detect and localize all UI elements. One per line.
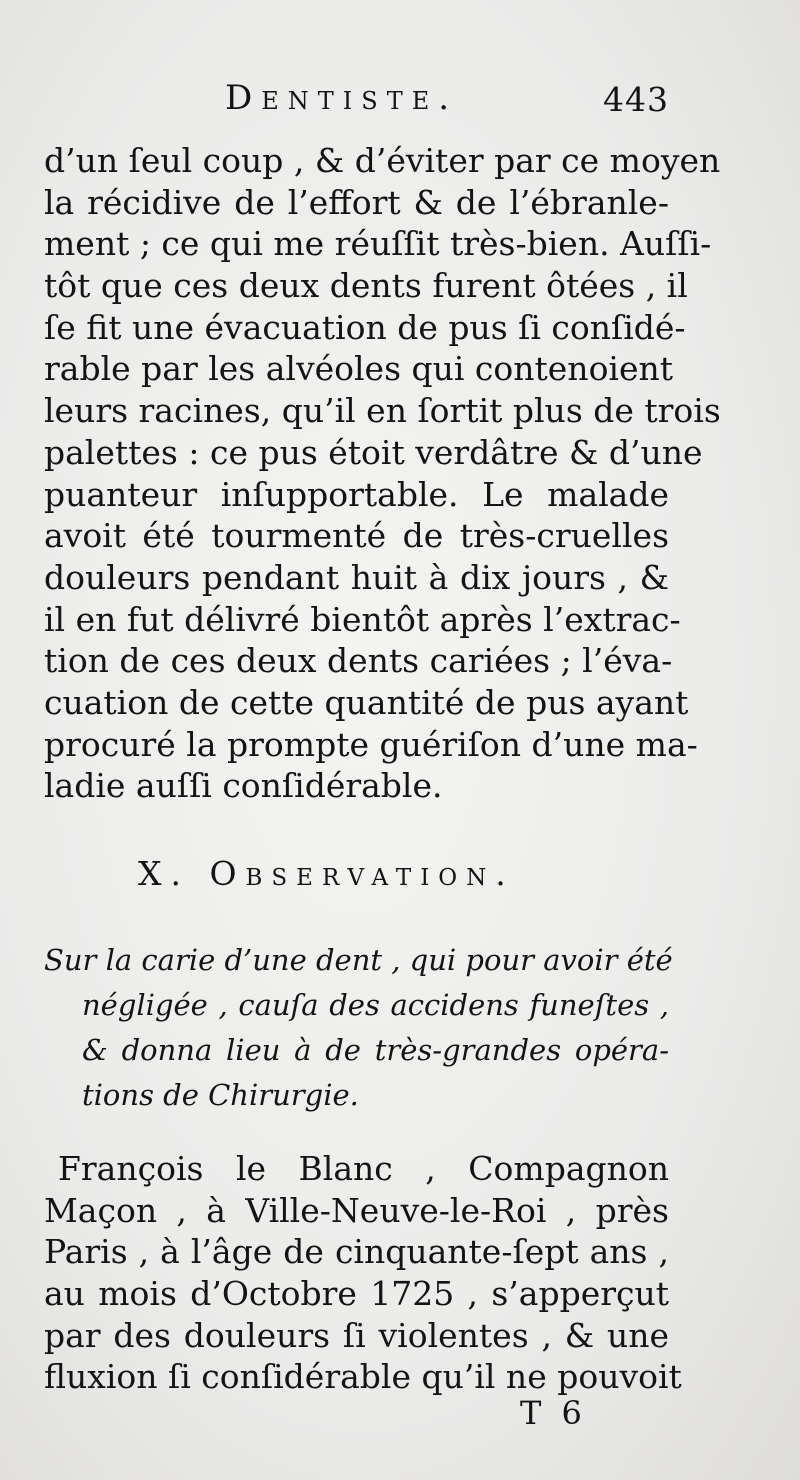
text-line: d’un ſeul coup , & d’éviter par ce moyen: [44, 141, 721, 180]
running-head: Dentiste.: [225, 78, 459, 118]
page-header: [0, 78, 800, 128]
text-line: rable par les alvéoles qui contenoient: [44, 349, 674, 389]
observation-heading: X. Observation.: [138, 854, 515, 893]
paragraph-1: [44, 140, 721, 807]
text-line: ſe fit une évacuation de pus ſi conſidé-: [44, 307, 686, 347]
text-line: tôt que ces deux dents furent ôtées , il: [44, 266, 688, 306]
paragraph-2: [44, 1148, 682, 1398]
summary-line: & donna lieu à de très-grandes opéra-: [82, 1033, 669, 1067]
text-line: avoit été tourmenté de très-cruelles: [44, 516, 669, 556]
text-line: au mois d’Octobre 1725 , s’apperçut: [44, 1274, 669, 1314]
text-line: leurs racines, qu’il en ſortit plus de trois: [44, 391, 721, 431]
summary-line: tions de Chirurgie.: [82, 1078, 359, 1112]
text-line: procuré la prompte guériſon d’une ma-: [44, 724, 698, 764]
text-line: douleurs pendant huit à dix jours , &: [44, 557, 669, 597]
text-line: par des douleurs ſi violentes , & une: [44, 1315, 669, 1355]
text-line: ment ; ce qui me réuſſit très-bien. Auſſi-: [44, 224, 712, 264]
observation-summary: [44, 938, 673, 1118]
text-line: puanteur inſupportable. Le malade: [44, 474, 669, 514]
text-line: Paris , à l’âge de cinquante-ſept ans ,: [44, 1232, 669, 1272]
text-line: François le Blanc , Compagnon: [58, 1149, 669, 1188]
text-line: ladie auſſi conſidérable.: [44, 766, 443, 806]
summary-line: négligée , cauſa des accidens funeſtes ,: [82, 988, 669, 1022]
signature-mark: T 6: [520, 1394, 587, 1432]
text-line: cuation de cette quantité de pus ayant: [44, 682, 689, 722]
text-line: tion de ces deux dents cariées ; l’éva-: [44, 641, 673, 681]
text-line: la récidive de l’effort & de l’ébranle-: [44, 182, 669, 222]
text-line: il en fut délivré bientôt après l’extrac-: [44, 599, 681, 639]
text-line: Maçon , à Ville-Neuve-le-Roi , près: [44, 1190, 669, 1230]
page-number: 443: [603, 80, 669, 119]
text-line: palettes : ce pus étoit verdâtre & d’une: [44, 432, 703, 472]
summary-line: Sur la carie d’une dent , qui pour avoir été: [44, 943, 673, 977]
text-line: fluxion ſi conſidérable qu’il ne pouvoit: [44, 1357, 682, 1397]
